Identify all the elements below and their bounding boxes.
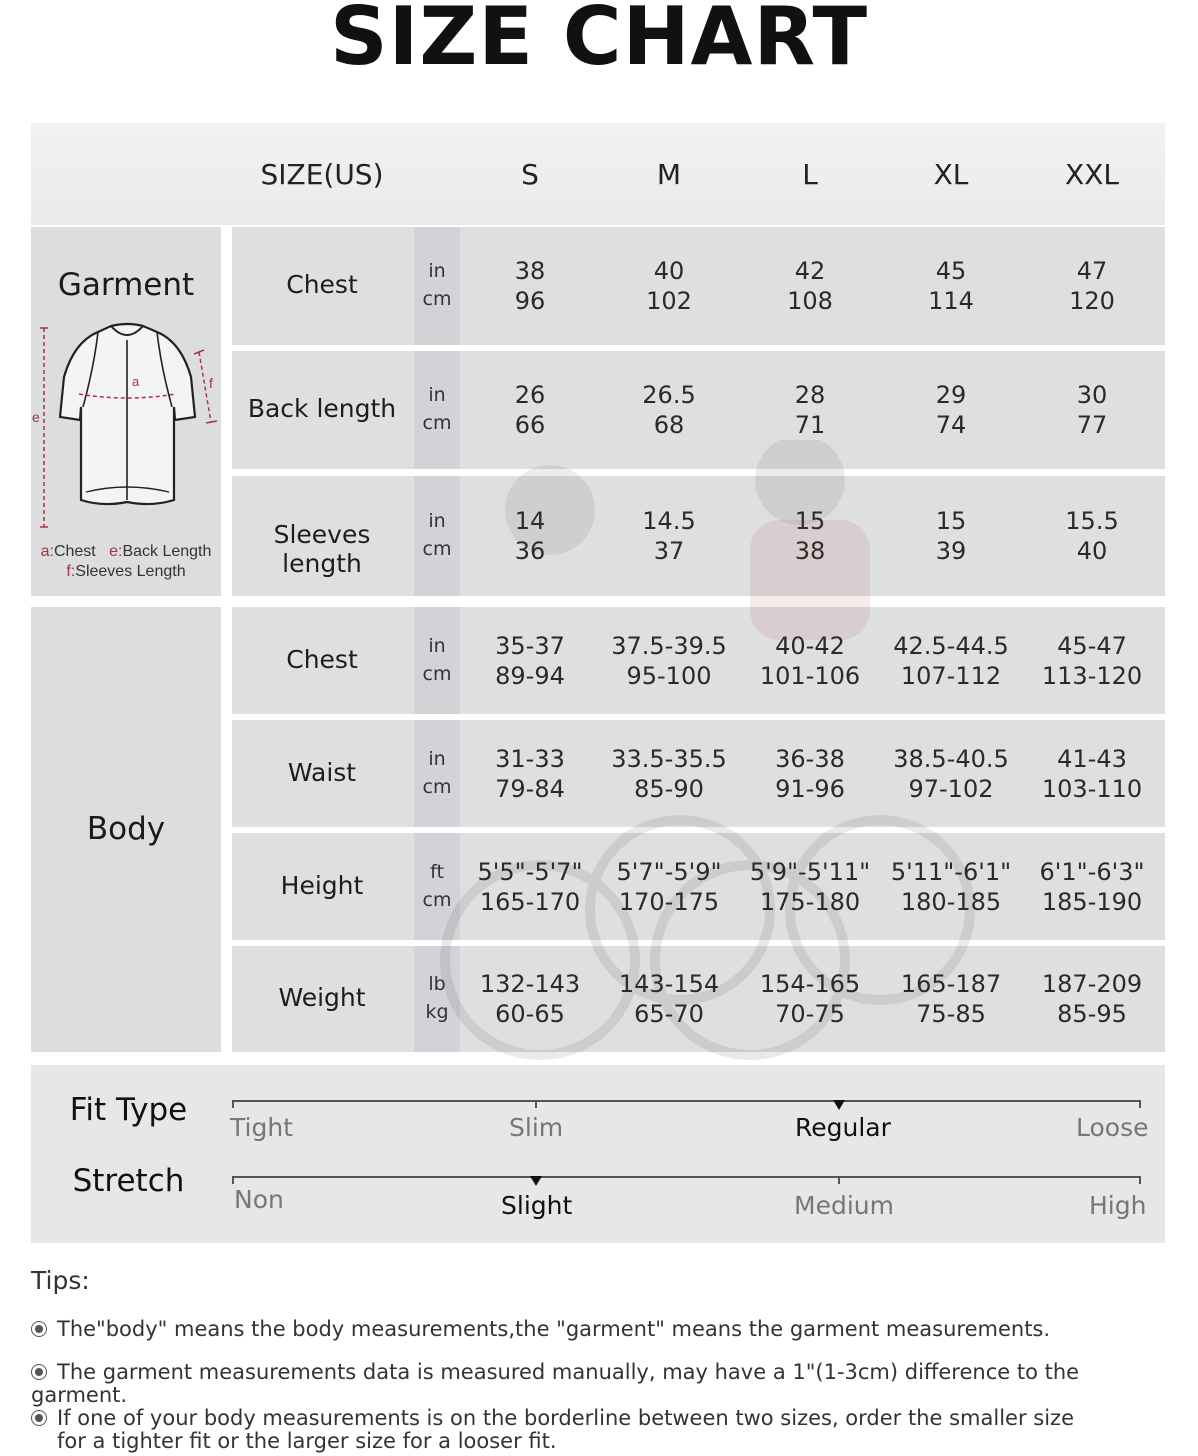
tips-title: Tips:	[31, 1266, 90, 1295]
cell-l-primary: 28	[794, 381, 826, 409]
cell-l-secondary: 108	[787, 287, 833, 315]
fit-type-label: Fit Type	[69, 1092, 188, 1128]
bullet-icon	[31, 1364, 47, 1380]
row-body-height	[232, 833, 1165, 940]
cell-xxl-primary: 41-43	[1057, 744, 1127, 773]
row-label: Back length	[247, 394, 397, 423]
body-title: Body	[86, 811, 166, 847]
unit-label: in	[428, 634, 446, 657]
cell-xxl-secondary: 113-120	[1041, 661, 1143, 690]
cell-m-secondary: 68	[653, 411, 685, 439]
size-header-m: M	[656, 158, 682, 191]
cell-xxl-secondary: 185-190	[1041, 887, 1143, 916]
cell-xl-primary: 42.5-44.5	[893, 631, 1009, 660]
cell-xxl-primary: 30	[1076, 381, 1108, 409]
tip-item-3	[31, 1407, 1171, 1453]
cell-l-secondary: 175-180	[759, 887, 861, 916]
unit-label: in	[428, 747, 446, 770]
jersey-diagram	[31, 322, 221, 532]
tip-item-2	[31, 1361, 1171, 1407]
legend-key-e: e:	[109, 543, 123, 560]
row-label: Chest	[286, 644, 358, 674]
cell-s-primary: 5'5"-5'7"	[477, 857, 583, 886]
legend-label-sleeves-length: Sleeves Length	[75, 563, 186, 580]
unit-label: cm	[422, 538, 452, 560]
unit-column	[414, 351, 460, 469]
row-label: Weight	[278, 983, 366, 1012]
cell-xl-secondary: 75-85	[916, 1000, 986, 1028]
cell-m-primary: 26.5	[642, 381, 696, 409]
stretch-option-medium: Medium	[794, 1191, 894, 1220]
unit-column	[414, 607, 460, 714]
legend-label-back-length: Back Length	[122, 543, 212, 560]
unit-label: cm	[422, 888, 452, 911]
unit-label: cm	[422, 288, 452, 310]
stretch-selected-marker	[530, 1176, 542, 1186]
cell-m-primary: 5'7"-5'9"	[616, 857, 722, 886]
cell-s-secondary: 165-170	[479, 887, 581, 916]
unit-column	[414, 476, 460, 596]
garment-group	[31, 227, 221, 596]
diagram-letter-f: f	[209, 375, 213, 391]
legend-key-f: f:	[66, 563, 76, 580]
cell-l-secondary: 101-106	[759, 661, 861, 690]
unit-label: in	[428, 510, 446, 532]
row-body-weight	[232, 946, 1165, 1052]
fit-tick-3	[1139, 1100, 1141, 1108]
cell-s-primary: 14	[514, 507, 546, 535]
unit-column	[414, 946, 460, 1052]
unit-label: lb	[428, 973, 446, 995]
row-garment-back-length	[232, 351, 1165, 469]
row-body-chest	[232, 607, 1165, 714]
row-label: Chest	[286, 270, 358, 299]
stretch-tick-0	[232, 1176, 234, 1184]
cell-s-secondary: 66	[514, 411, 546, 439]
fit-tick-1	[535, 1100, 537, 1108]
stretch-option-high: High	[1089, 1191, 1147, 1220]
cell-l-secondary: 71	[794, 411, 826, 439]
cell-xl-secondary: 180-185	[900, 887, 1002, 916]
fit-tick-0	[232, 1100, 234, 1108]
unit-label: cm	[422, 662, 452, 685]
cell-xxl-primary: 15.5	[1065, 507, 1119, 535]
size-header-xxl: XXL	[1065, 158, 1119, 191]
unit-label: in	[428, 384, 446, 406]
unit-label: ft	[430, 860, 444, 883]
cell-xxl-secondary: 77	[1076, 411, 1108, 439]
fit-type-selected-marker	[833, 1100, 845, 1110]
cell-xxl-secondary: 85-95	[1057, 1000, 1127, 1028]
cell-l-primary: 154-165	[759, 970, 861, 998]
garment-legend-line2	[31, 563, 221, 581]
cell-xxl-secondary: 103-110	[1041, 774, 1143, 803]
cell-s-primary: 31-33	[495, 744, 565, 773]
cell-s-secondary: 60-65	[495, 1000, 565, 1028]
diagram-letter-a: a	[132, 374, 140, 389]
fit-option-tight: Tight	[230, 1113, 293, 1142]
row-garment-chest	[232, 227, 1165, 345]
cell-xxl-primary: 45-47	[1057, 631, 1127, 660]
cell-s-secondary: 36	[514, 537, 546, 565]
cell-s-secondary: 79-84	[495, 774, 565, 803]
diagram-letter-e: e	[32, 409, 40, 425]
tip-3-text-line1: If one of your body measurements is on the borderline between two sizes, order the smaller size	[57, 1406, 1075, 1430]
cell-s-secondary: 89-94	[495, 661, 565, 690]
cell-l-secondary: 38	[794, 537, 826, 565]
jersey-icon	[31, 322, 221, 532]
fit-option-loose: Loose	[1076, 1113, 1149, 1142]
cell-l-primary: 36-38	[775, 744, 845, 773]
stretch-label: Stretch	[72, 1163, 185, 1199]
cell-m-secondary: 85-90	[634, 774, 704, 803]
cell-xl-primary: 5'11"-6'1"	[890, 857, 1012, 886]
stretch-option-slight: Slight	[501, 1191, 573, 1220]
fit-option-regular: Regular	[795, 1113, 891, 1142]
cell-s-primary: 35-37	[495, 631, 565, 660]
cell-xl-secondary: 39	[935, 537, 967, 565]
row-label: Sleeves length	[273, 520, 371, 578]
unit-label: cm	[422, 775, 452, 798]
cell-l-primary: 42	[794, 257, 826, 285]
cell-xl-secondary: 107-112	[900, 661, 1002, 690]
cell-m-secondary: 37	[653, 537, 685, 565]
tip-item-1	[31, 1318, 1171, 1341]
cell-xl-primary: 38.5-40.5	[893, 744, 1009, 773]
cell-xl-secondary: 74	[935, 411, 967, 439]
cell-m-secondary: 170-175	[618, 887, 720, 916]
garment-legend-line1	[31, 543, 221, 561]
body-group	[31, 607, 221, 1052]
cell-xxl-primary: 187-209	[1041, 970, 1143, 998]
cell-m-primary: 14.5	[642, 507, 696, 535]
row-body-waist	[232, 720, 1165, 827]
fit-option-slim: Slim	[509, 1113, 564, 1142]
cell-xl-secondary: 114	[928, 287, 974, 315]
cell-m-primary: 40	[653, 257, 685, 285]
unit-column	[414, 720, 460, 827]
cell-m-primary: 37.5-39.5	[611, 631, 727, 660]
row-garment-sleeves-length	[232, 476, 1165, 596]
cell-xxl-primary: 6'1"-6'3"	[1039, 857, 1145, 886]
unit-label: kg	[425, 1001, 449, 1023]
stretch-tick-2	[838, 1176, 840, 1184]
cell-l-secondary: 91-96	[775, 774, 845, 803]
bullet-icon	[31, 1410, 47, 1426]
cell-xl-primary: 165-187	[900, 970, 1002, 998]
cell-xl-primary: 15	[935, 507, 967, 535]
tip-1-text: The"body" means the body measurements,the "garment" means the garment measurements.	[57, 1317, 1051, 1341]
cell-xxl-secondary: 40	[1076, 537, 1108, 565]
cell-s-primary: 132-143	[479, 970, 581, 998]
legend-label-chest: Chest	[53, 543, 96, 560]
cell-l-secondary: 70-75	[775, 1000, 845, 1028]
legend-key-a: a:	[40, 543, 54, 560]
size-header-s: S	[521, 158, 539, 191]
cell-l-primary: 5'9"-5'11"	[749, 857, 871, 886]
cell-l-primary: 15	[794, 507, 826, 535]
cell-xl-primary: 45	[935, 257, 967, 285]
stretch-scale	[232, 1176, 1141, 1178]
page-title: SIZE CHART	[329, 0, 869, 83]
stretch-tick-3	[1139, 1176, 1141, 1184]
cell-xl-primary: 29	[935, 381, 967, 409]
cell-l-primary: 40-42	[775, 631, 845, 660]
bullet-icon	[31, 1321, 47, 1337]
size-header-l: L	[802, 158, 818, 191]
cell-s-secondary: 96	[514, 287, 546, 315]
cell-s-primary: 26	[514, 381, 546, 409]
fit-type-scale	[232, 1100, 1141, 1102]
unit-column	[414, 227, 460, 345]
cell-m-primary: 33.5-35.5	[611, 744, 727, 773]
stretch-option-non: Non	[234, 1185, 284, 1214]
tip-2-text: The garment measurements data is measured manually, may have a 1"(1-3cm) difference to the garment.	[31, 1360, 1080, 1407]
cell-m-secondary: 65-70	[634, 1000, 704, 1028]
garment-title: Garment	[57, 267, 195, 303]
row-label: Waist	[287, 757, 357, 787]
size-us-header: SIZE(US)	[260, 158, 384, 191]
tip-3-text-line2: for a tighter fit or the larger size for a looser fit.	[57, 1429, 557, 1453]
size-header-xl: XL	[933, 158, 969, 191]
row-label: Height	[280, 870, 364, 900]
fit-stretch-panel	[31, 1065, 1165, 1243]
cell-m-secondary: 102	[646, 287, 692, 315]
cell-m-secondary: 95-100	[626, 661, 712, 690]
unit-label: cm	[422, 412, 452, 434]
cell-m-primary: 143-154	[618, 970, 720, 998]
cell-xl-secondary: 97-102	[908, 774, 994, 803]
cell-xxl-primary: 47	[1076, 257, 1108, 285]
cell-xxl-secondary: 120	[1069, 287, 1115, 315]
unit-column	[414, 833, 460, 940]
cell-s-primary: 38	[514, 257, 546, 285]
unit-label: in	[428, 260, 446, 282]
